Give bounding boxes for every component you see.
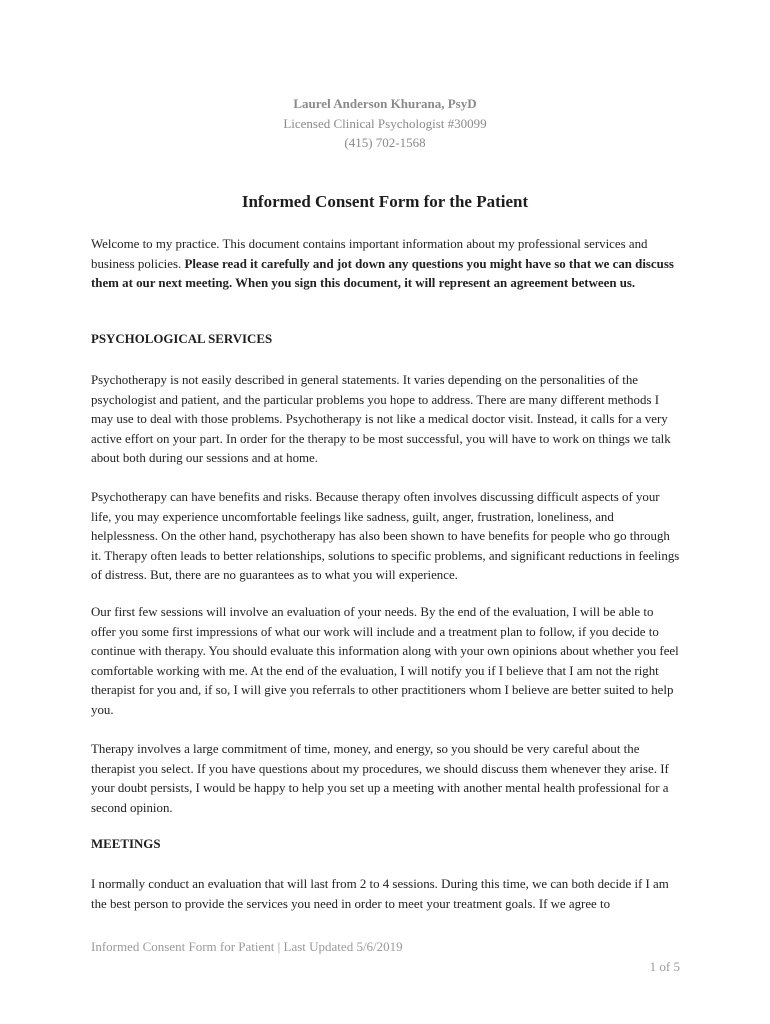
phone-number: (415) 702-1568 — [344, 135, 426, 150]
section-heading-psychological-services: PSYCHOLOGICAL SERVICES — [91, 332, 273, 346]
page-footer-text: Informed Consent Form for Patient | Last Updated 5/6/2019 — [91, 939, 403, 954]
page-number: 1 of 5 — [649, 959, 680, 974]
paragraph-evaluation — [91, 603, 681, 721]
intro-bold-text: Please read it carefully and jot down any questions you might have so that we can discuss them at our next meeting. When you sign this document, it will represent an agreement between us. — [91, 256, 674, 291]
paragraph-benefits-risks — [91, 488, 681, 586]
paragraph-text: Therapy involves a large commitment of time, money, and energy, so you should be very careful about the therapist you select. If you have questions about my procedures, we should discuss them whenever they arise. If your doubt persists, I would be happy to help you set up a meeting with another mental health professional for a second opinion. — [91, 742, 669, 815]
license-line: Licensed Clinical Psychologist #30099 — [283, 115, 487, 131]
practitioner-name: Laurel Anderson Khurana, PsyD — [293, 96, 477, 111]
letterhead — [0, 94, 770, 153]
paragraph-psychotherapy-description — [91, 371, 681, 469]
paragraph-text: Our first few sessions will involve an evaluation of your needs. By the end of the evaluation, I will be able to offer you some first impressions of what our work will include and a treatment plan to follow, if you decide to continue with therapy. You should evaluate this information along with your own opinions about whether you feel comfortable working with me. At the end of the evaluation, I will notify you if I believe that I am not the right therapist for you and, if so, I will give you referrals to other practitioners whom I believe are better suited to help you. — [91, 605, 679, 717]
document-title: Informed Consent Form for the Patient — [241, 192, 529, 211]
paragraph-text: Psychotherapy can have benefits and risks. Because therapy often involves discussing difficult aspects of your life, you may experience uncomfortable feelings like sadness, guilt, anger, frustration, loneliness, and helplessness. On the other hand, psychotherapy has also been shown to have benefits for people who go through it. Therapy often leads to better relationships, solutions to specific problems, and significant reductions in feelings of distress. But, there are no guarantees as to what you will experience. — [91, 490, 680, 583]
section-heading-meetings: MEETINGS — [91, 837, 161, 851]
paragraph-commitment — [91, 740, 681, 818]
paragraph-text: I normally conduct an evaluation that will last from 2 to 4 sessions. During this time, we can both decide if I am the best person to provide the services you need in order to meet your treatment goals. If we agree to — [91, 877, 669, 911]
intro-plain-text: Welcome to my practice. This document contains important information about my professional services and business policies. — [91, 237, 648, 271]
paragraph-meetings — [91, 875, 681, 914]
intro-paragraph — [91, 235, 681, 294]
paragraph-text: Psychotherapy is not easily described in general statements. It varies depending on the personalities of the psychologist and patient, and the particular problems you hope to address. There are many different methods I may use to deal with those problems. Psychotherapy is not like a medical doctor visit. Instead, it calls for a very active effort on your part. In order for the therapy to be most successful, you will have to work on things we talk about both during our sessions and at home. — [91, 373, 671, 466]
